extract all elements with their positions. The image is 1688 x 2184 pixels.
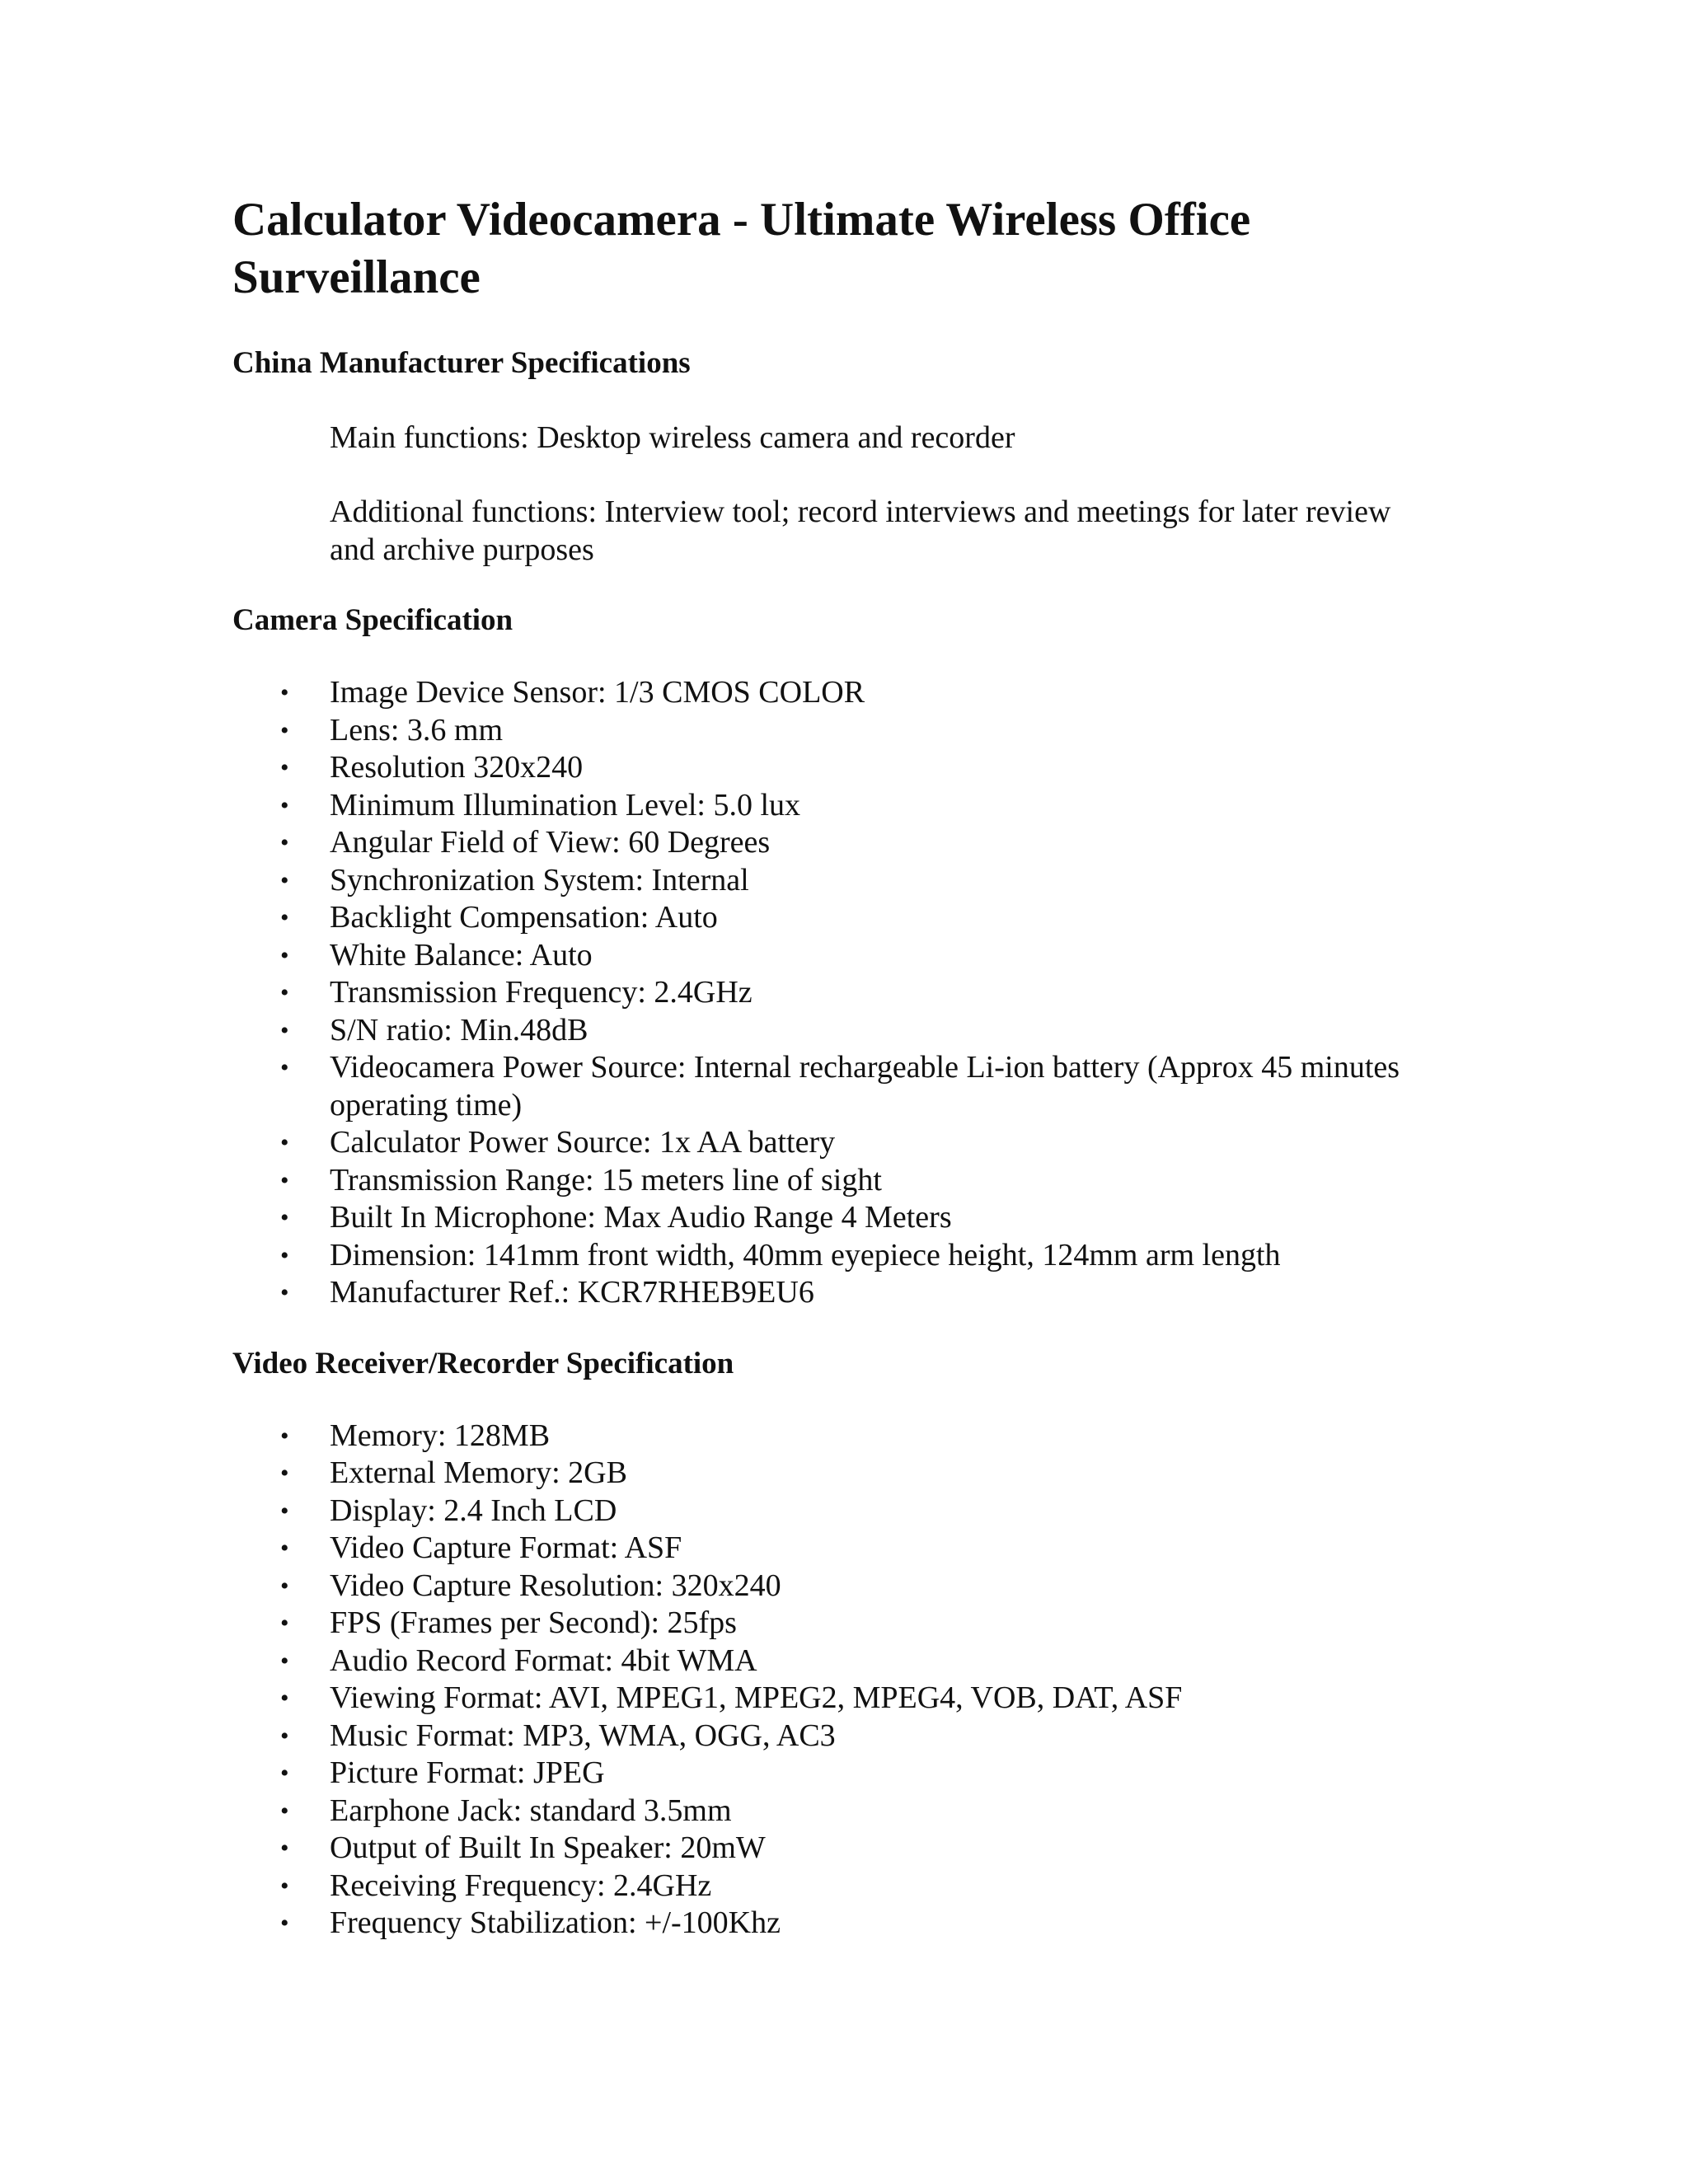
spec-item-text: Manufacturer Ref.: KCR7RHEB9EU6 bbox=[330, 1275, 814, 1310]
bullet-icon: • bbox=[280, 1872, 289, 1900]
bullet-icon: • bbox=[280, 1685, 289, 1712]
spec-item-text: White Balance: Auto bbox=[330, 937, 593, 972]
bullet-icon: • bbox=[280, 1279, 289, 1306]
spec-list-item bbox=[280, 937, 1428, 975]
bullet-icon: • bbox=[280, 1497, 289, 1525]
bullet-icon: • bbox=[280, 1647, 289, 1675]
spec-list-item bbox=[280, 862, 1428, 900]
document-page bbox=[232, 191, 1428, 1943]
bullet-icon: • bbox=[280, 716, 289, 744]
spec-list-item bbox=[280, 1868, 1428, 1905]
spec-item-text: Receiving Frequency: 2.4GHz bbox=[330, 1868, 712, 1903]
spec-item-text: Transmission Range: 15 meters line of sight bbox=[330, 1162, 882, 1197]
spec-item-text: Earphone Jack: standard 3.5mm bbox=[330, 1793, 732, 1828]
main-functions-paragraph: Main functions: Desktop wireless camera and recorder bbox=[330, 420, 1015, 455]
spec-item-text: Picture Format: JPEG bbox=[330, 1755, 605, 1790]
spec-item-text: Calculator Power Source: 1x AA battery bbox=[330, 1125, 836, 1160]
spec-item-text: S/N ratio: Min.48dB bbox=[330, 1012, 588, 1047]
bullet-icon: • bbox=[280, 1460, 289, 1487]
spec-item-text: Video Capture Resolution: 320x240 bbox=[330, 1568, 781, 1603]
bullet-icon: • bbox=[280, 904, 289, 931]
spec-item-text: Output of Built In Speaker: 20mW bbox=[330, 1830, 766, 1865]
bullet-icon: • bbox=[280, 866, 289, 894]
bullet-icon: • bbox=[280, 1054, 289, 1081]
bullet-icon: • bbox=[280, 1610, 289, 1637]
bullet-icon: • bbox=[280, 1910, 289, 1937]
camera-spec-list bbox=[232, 674, 1428, 1312]
bullet-icon: • bbox=[280, 1722, 289, 1750]
bullet-icon: • bbox=[280, 829, 289, 856]
spec-list-item bbox=[280, 1568, 1428, 1605]
bullet-icon: • bbox=[280, 1835, 289, 1862]
bullet-icon: • bbox=[280, 941, 289, 969]
spec-item-text: Frequency Stabilization: +/-100Khz bbox=[330, 1905, 781, 1940]
spec-list-item bbox=[280, 1124, 1428, 1162]
spec-list-item bbox=[280, 787, 1428, 825]
section-heading-camera-specification: Camera Specification bbox=[232, 603, 513, 637]
spec-item-text: External Memory: 2GB bbox=[330, 1455, 627, 1490]
spec-list-item bbox=[280, 824, 1428, 862]
spec-item-text: Music Format: MP3, WMA, OGG, AC3 bbox=[330, 1718, 836, 1753]
spec-item-text: Backlight Compensation: Auto bbox=[330, 900, 718, 935]
bullet-icon: • bbox=[280, 1797, 289, 1825]
spec-list-item bbox=[280, 1162, 1428, 1200]
spec-item-text: Display: 2.4 Inch LCD bbox=[330, 1493, 617, 1528]
spec-item-text: Image Device Sensor: 1/3 CMOS COLOR bbox=[330, 675, 865, 710]
spec-item-text: Built In Microphone: Max Audio Range 4 Meters bbox=[330, 1200, 952, 1235]
additional-functions-paragraph: Additional functions: Interview tool; record interviews and meetings for later review and archive purposes bbox=[330, 494, 1391, 567]
bullet-icon: • bbox=[280, 1166, 289, 1194]
spec-list-item bbox=[280, 1012, 1428, 1050]
spec-list-item bbox=[280, 1274, 1428, 1312]
spec-item-text: Minimum Illumination Level: 5.0 lux bbox=[330, 787, 801, 823]
spec-item-text: Lens: 3.6 mm bbox=[330, 712, 504, 748]
spec-list-item bbox=[280, 1049, 1428, 1124]
spec-item-text: Resolution 320x240 bbox=[330, 750, 584, 785]
receiver-spec-list bbox=[232, 1418, 1428, 1943]
bullet-icon: • bbox=[280, 979, 289, 1006]
spec-list-item bbox=[280, 1793, 1428, 1830]
bullet-icon: • bbox=[280, 1760, 289, 1787]
bullet-icon: • bbox=[280, 754, 289, 781]
spec-list-item bbox=[280, 674, 1428, 712]
bullet-icon: • bbox=[280, 1422, 289, 1450]
spec-item-text: Transmission Frequency: 2.4GHz bbox=[330, 975, 753, 1010]
spec-item-text: Videocamera Power Source: Internal rechargeable Li-ion battery (Approx 45 minutes operating time) bbox=[330, 1050, 1400, 1122]
spec-list-item bbox=[280, 1755, 1428, 1793]
spec-item-text: Memory: 128MB bbox=[330, 1418, 551, 1453]
spec-list-item bbox=[280, 712, 1428, 750]
spec-list-item bbox=[280, 899, 1428, 937]
spec-list-item bbox=[280, 1418, 1428, 1455]
spec-list-item bbox=[280, 1830, 1428, 1868]
page-title: Calculator Videocamera - Ultimate Wireless Office Surveillance bbox=[232, 194, 1251, 303]
spec-list-item bbox=[280, 1530, 1428, 1568]
spec-item-text: Dimension: 141mm front width, 40mm eyepiece height, 124mm arm length bbox=[330, 1237, 1281, 1272]
bullet-icon: • bbox=[280, 791, 289, 819]
spec-item-text: FPS (Frames per Second): 25fps bbox=[330, 1605, 737, 1640]
spec-list-item bbox=[280, 1718, 1428, 1755]
bullet-icon: • bbox=[280, 1204, 289, 1231]
spec-item-text: Video Capture Format: ASF bbox=[330, 1530, 682, 1565]
spec-list-item bbox=[280, 1237, 1428, 1275]
spec-list-item bbox=[280, 1493, 1428, 1530]
spec-list-item bbox=[280, 1605, 1428, 1643]
spec-item-text: Synchronization System: Internal bbox=[330, 862, 749, 898]
spec-list-item bbox=[280, 1905, 1428, 1943]
spec-item-text: Angular Field of View: 60 Degrees bbox=[330, 825, 771, 860]
section-heading-china-manufacturer: China Manufacturer Specifications bbox=[232, 346, 691, 380]
spec-list-item bbox=[280, 749, 1428, 787]
bullet-icon: • bbox=[280, 1241, 289, 1269]
bullet-icon: • bbox=[280, 1535, 289, 1562]
section-heading-video-receiver: Video Receiver/Recorder Specification bbox=[232, 1346, 734, 1380]
bullet-icon: • bbox=[280, 1129, 289, 1156]
spec-item-text: Audio Record Format: 4bit WMA bbox=[330, 1643, 757, 1678]
spec-item-text: Viewing Format: AVI, MPEG1, MPEG2, MPEG4, VOB, DAT, ASF bbox=[330, 1680, 1183, 1715]
spec-list-item bbox=[280, 1199, 1428, 1237]
bullet-icon: • bbox=[280, 679, 289, 706]
spec-list-item bbox=[280, 1680, 1428, 1718]
bullet-icon: • bbox=[280, 1572, 289, 1600]
spec-list-item bbox=[280, 1455, 1428, 1493]
spec-list-item bbox=[280, 1643, 1428, 1680]
bullet-icon: • bbox=[280, 1016, 289, 1044]
spec-list-item bbox=[280, 974, 1428, 1012]
